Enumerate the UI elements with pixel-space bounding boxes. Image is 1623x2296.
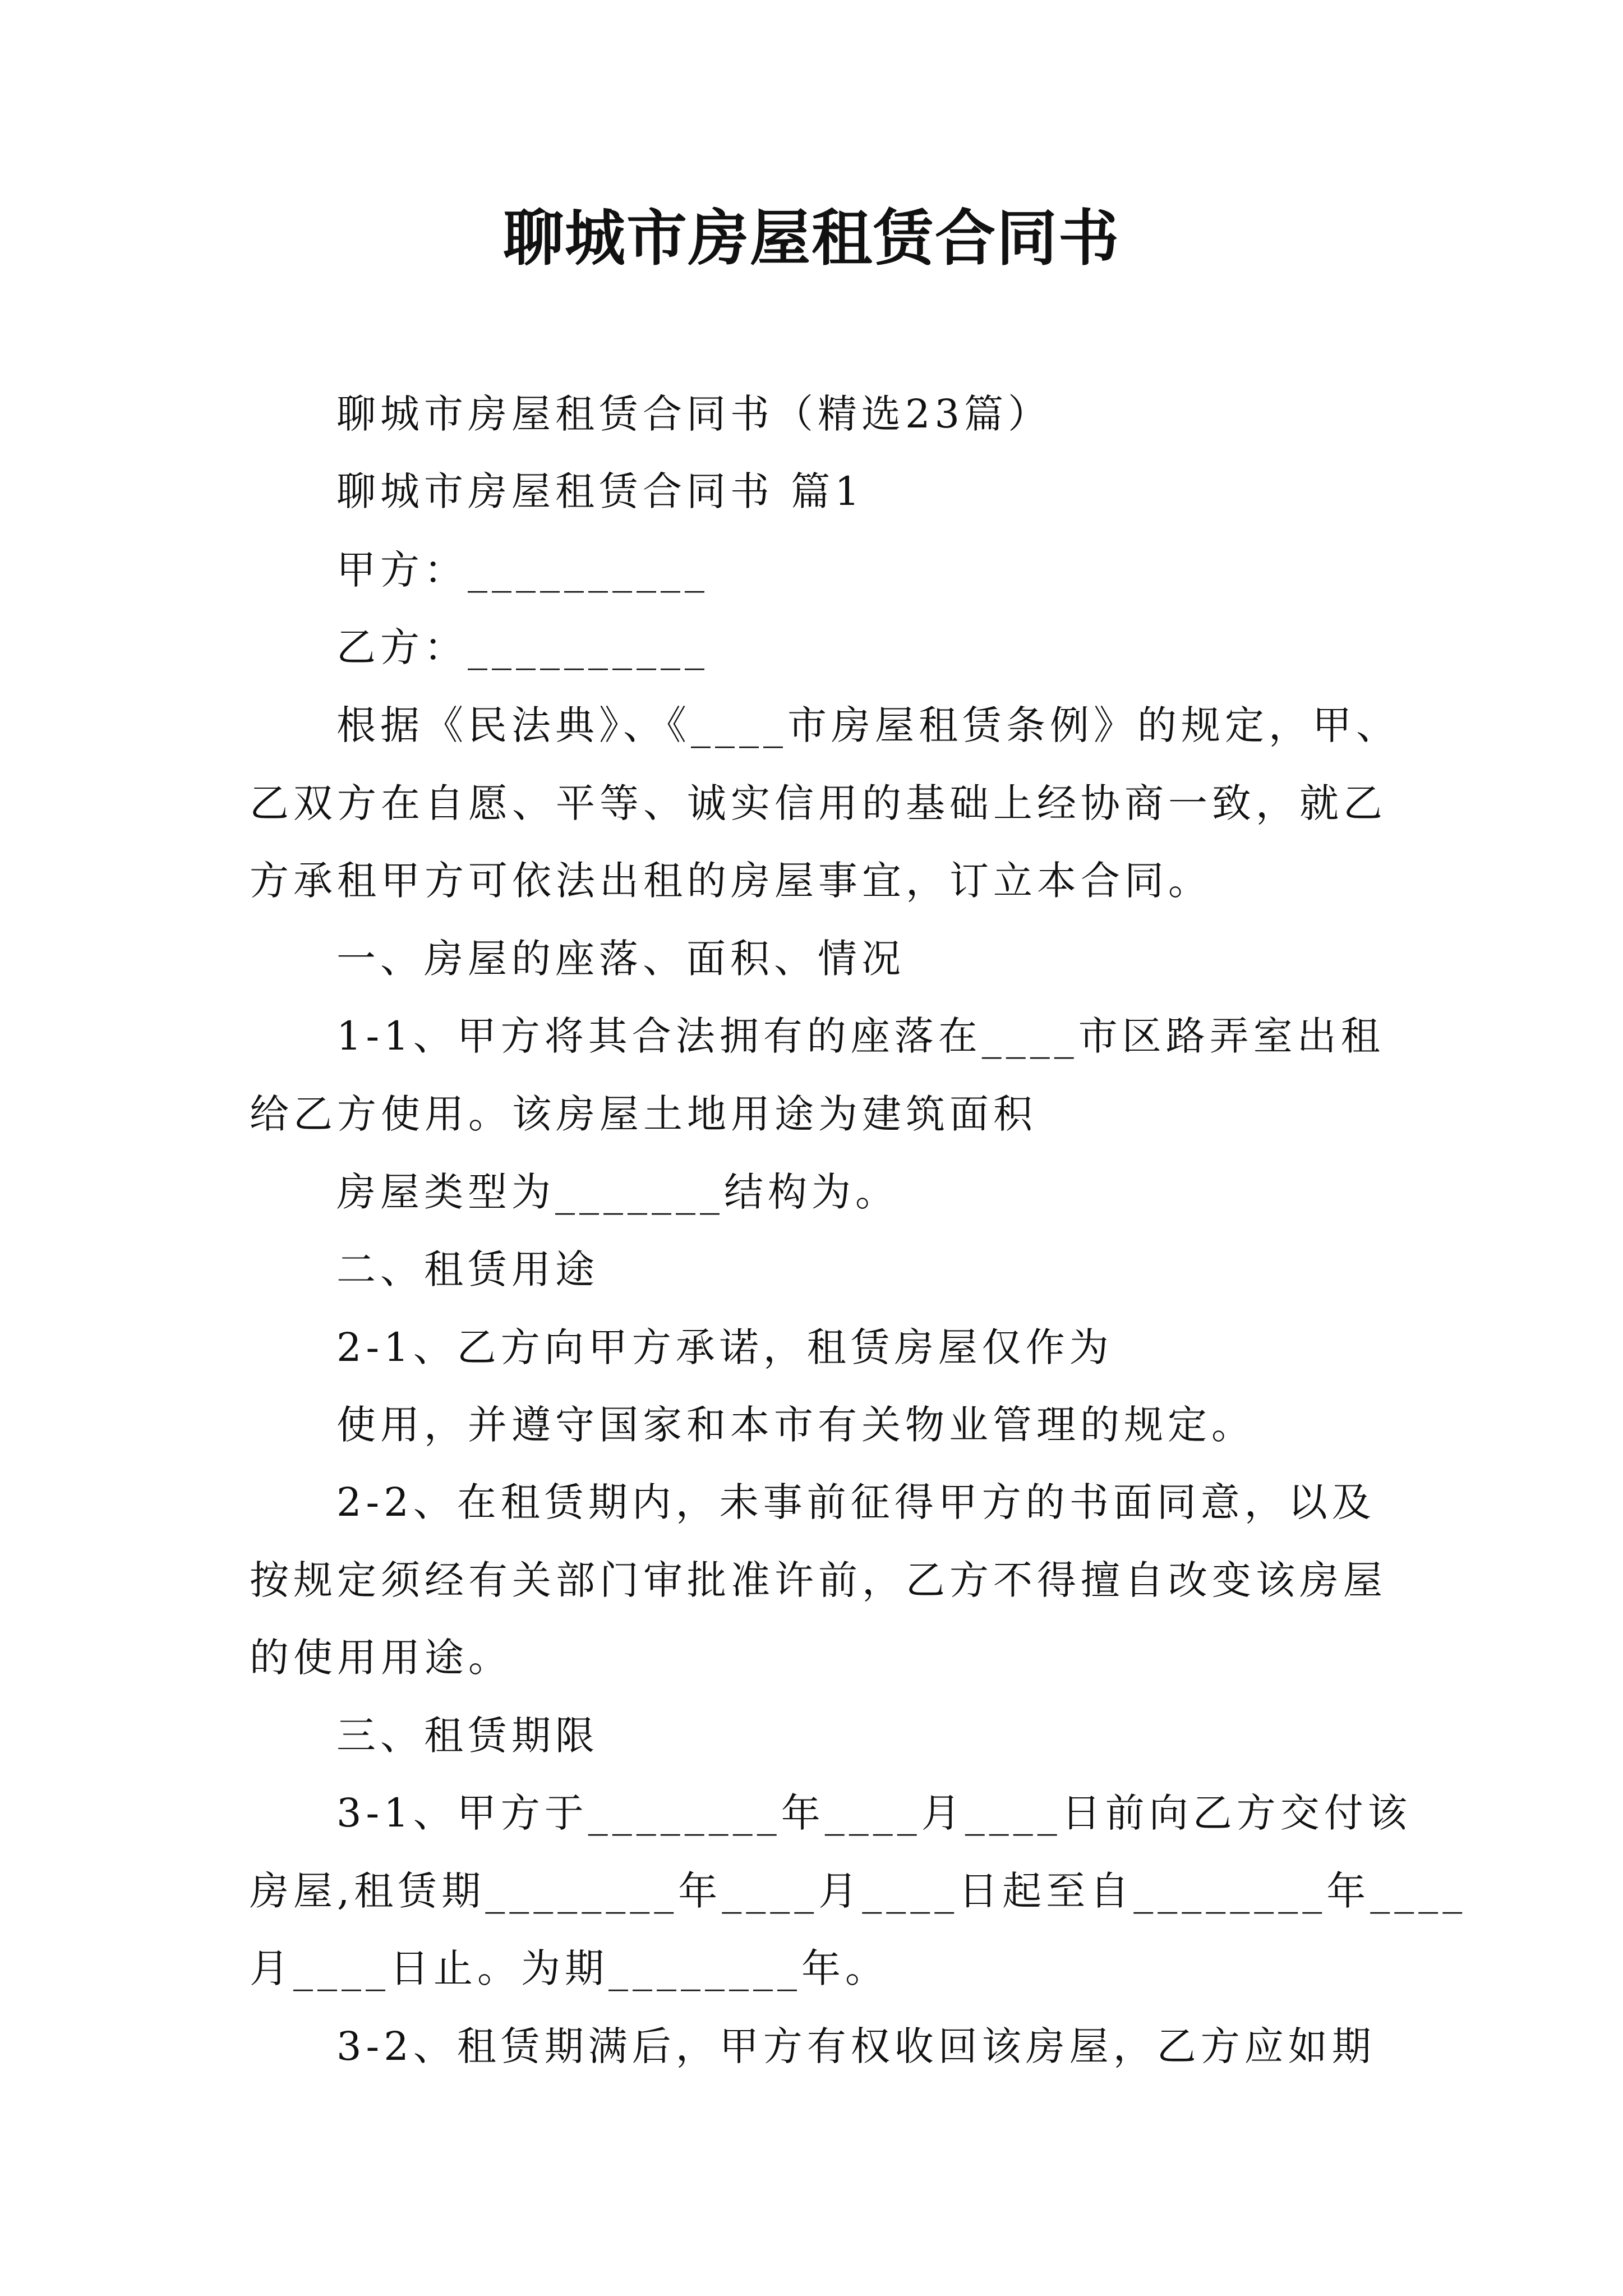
body-line: 3-2、租赁期满后，甲方有权收回该房屋，乙方应如期 bbox=[336, 2023, 1376, 2069]
body-line: 房屋,租赁期________年____月____日起至自________年____ bbox=[250, 1868, 1467, 1914]
body-line: 的使用用途。 bbox=[250, 1635, 512, 1681]
body-line: 2-2、在租赁期内，未事前征得甲方的书面同意，以及 bbox=[336, 1479, 1376, 1525]
clause-heading-line: 三、租赁期限 bbox=[336, 1713, 599, 1759]
body-line: 1-1、甲方将其合法拥有的座落在____市区路弄室出租 bbox=[336, 1013, 1385, 1059]
body-line: 按规定须经有关部门审批准许前，乙方不得擅自改变该房屋 bbox=[250, 1557, 1387, 1603]
body-line: 给乙方使用。该房屋土地用途为建筑面积 bbox=[250, 1091, 1037, 1137]
subtitle-line: 聊城市房屋租赁合同书（精选23篇） bbox=[336, 391, 1052, 437]
body-line: 使用，并遵守国家和本市有关物业管理的规定。 bbox=[336, 1402, 1255, 1448]
party-a-line: 甲方：__________ bbox=[336, 547, 709, 593]
body-line: 月____日止。为期________年。 bbox=[250, 1945, 889, 1991]
section-heading-line: 聊城市房屋租赁合同书 篇1 bbox=[336, 468, 864, 514]
body-line: 方承租甲方可依法出租的房屋事宜，订立本合同。 bbox=[250, 858, 1212, 904]
body-line: 乙双方在自愿、平等、诚实信用的基础上经协商一致，就乙 bbox=[250, 780, 1387, 826]
body-line: 2-1、乙方向甲方承诺，租赁房屋仅作为 bbox=[336, 1324, 1113, 1370]
party-b-line: 乙方：__________ bbox=[336, 624, 709, 670]
body-line: 3-1、甲方于________年____月____日前向乙方交付该 bbox=[336, 1790, 1412, 1836]
document-title: 聊城市房屋租赁合同书 bbox=[502, 203, 1120, 274]
clause-heading-line: 二、租赁用途 bbox=[336, 1246, 599, 1292]
clause-heading-line: 一、房屋的座落、面积、情况 bbox=[336, 936, 905, 982]
body-line: 根据《民法典》、《____市房屋租赁条例》的规定，甲、 bbox=[336, 702, 1400, 748]
body-line: 房屋类型为_______结构为。 bbox=[336, 1169, 899, 1215]
